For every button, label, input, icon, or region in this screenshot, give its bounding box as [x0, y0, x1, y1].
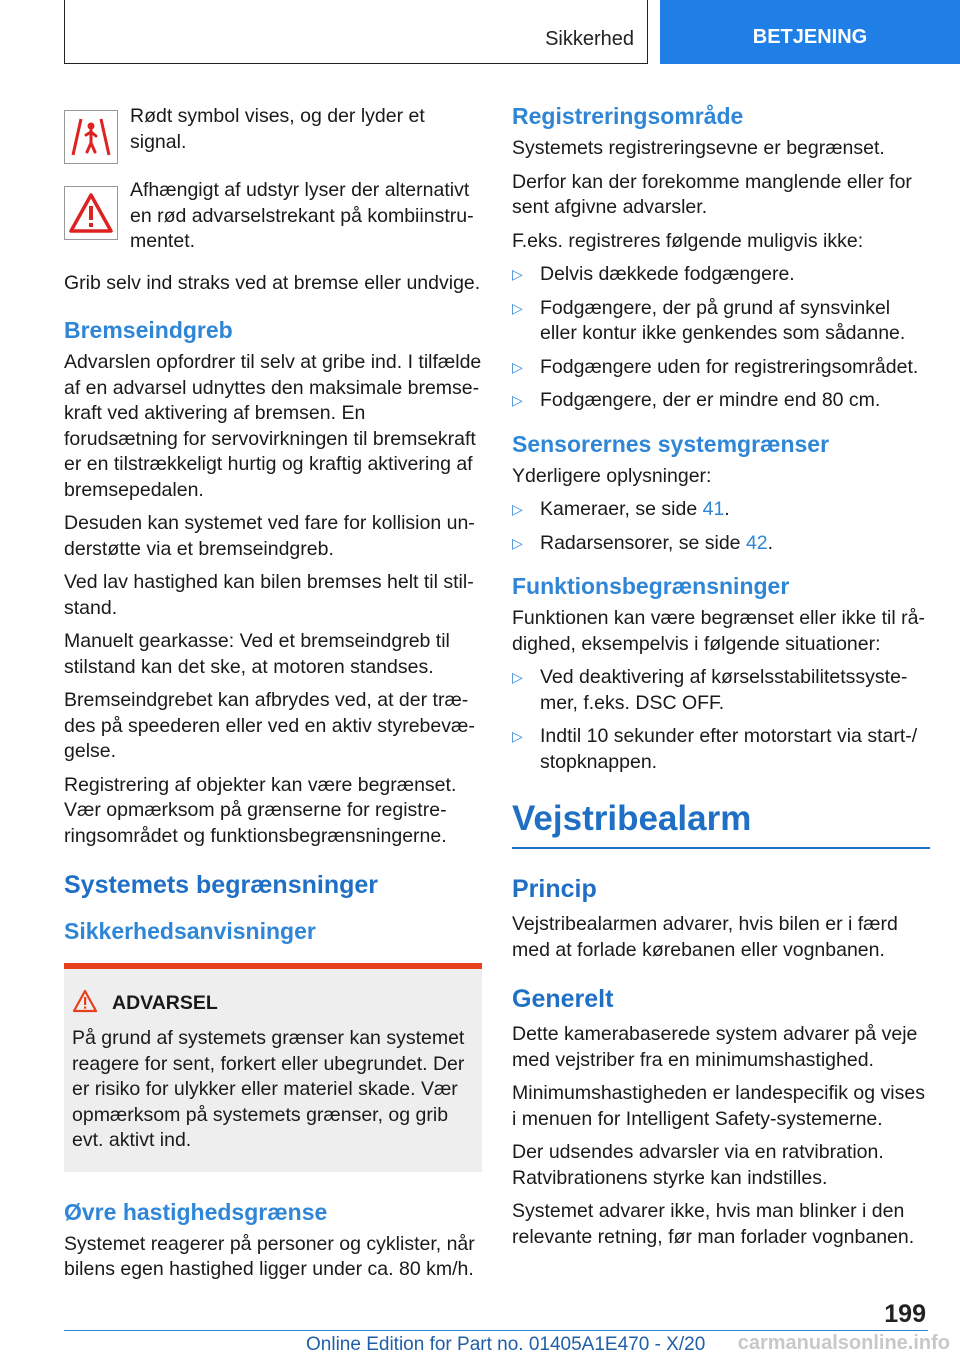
right-column: [512, 98, 930, 1258]
intervene-paragraph: Grib selv ind straks ved at bremse eller undvige.: [64, 271, 481, 294]
icon-note-text: Rødt symbol vises, og der lyder et signal.: [130, 105, 425, 153]
paragraph: Dette kamerabaserede system advarer på veje med vejstriber fra en minimumshastighed.: [512, 1023, 918, 1071]
paragraph: Minimumshastigheden er landespecifik og vises i menuen for Intelligent Safety-systemerne.: [512, 1082, 925, 1130]
icon-note: [64, 100, 482, 164]
paragraph: Systemet advarer ikke, hvis man blinker i den relevante retning, før man forlader vognbanen.: [512, 1200, 915, 1248]
paragraph: Vejstribealarmen advarer, hvis bilen er i færd med at forlade kørebanen eller vognbanen.: [512, 913, 898, 961]
bullet-triangle-icon: ▷: [512, 392, 523, 408]
warning-text: På grund af systemets grænser kan systemet reagere for sent, forkert eller ubegrundet. Der er risiko for ulykker eller materiel skade. Vær opmærksom på systemets grænser, og grib evt. aktivt ind.: [72, 1027, 465, 1151]
bullet-triangle-icon: ▷: [512, 669, 523, 685]
warning-header: [72, 989, 474, 1018]
header-section-title: Sikkerhed: [545, 28, 634, 50]
heading-limits: Systemets begrænsninger: [64, 871, 378, 899]
bullet-triangle-icon: ▷: [512, 358, 523, 375]
list-item: ▷ Delvis dækkede fodgængere.: [512, 262, 930, 288]
page-link[interactable]: 42: [745, 531, 768, 554]
paragraph: Funktionen kan være begrænset eller ikke til rådighed, eksempelvis i følgende situationer:: [512, 607, 925, 655]
list-item: ▷ Radarsensorer, se side 42.: [512, 531, 930, 557]
heading-speed: Øvre hastighedsgrænse: [64, 1198, 328, 1225]
heading-function: Funktionsbegrænsninger: [512, 573, 790, 599]
list-item: ▷ Indtil 10 sekunder efter motorstart via start-/ stopknappen.: [512, 725, 918, 773]
bullet-triangle-icon: ▷: [512, 534, 523, 551]
warning-box: [64, 963, 482, 1172]
heading-lane-alarm: Vejstribealarm: [512, 799, 930, 849]
range-list: [512, 262, 930, 414]
speed-paragraph: Systemet reagerer på personer og cyklister, når bilens egen hastighed ligger under ca. 80 km/h.: [64, 1232, 475, 1280]
header-chapter-tab[interactable]: BETJENING: [660, 0, 960, 64]
heading-range: Registreringsområde: [512, 103, 744, 129]
paragraph: Manuelt gearkasse: Ved et bremseindgreb til stilstand kan det ske, at motoren standses.: [64, 630, 450, 678]
icon-note-text: Afhængigt af udstyr lyser der alternativt en rød advarselstrekant på kombiinstrumentet.: [130, 179, 474, 252]
list-item: ▷ Ved deaktivering af kørselsstabilitetssystemer, f.eks. DSC OFF.: [512, 666, 908, 714]
warning-triangle-icon: [72, 989, 98, 1018]
footer-watermark: carmanualsonline.info: [737, 1332, 950, 1354]
heading-brake: Bremseindgreb: [64, 317, 233, 343]
paragraph: Desuden kan systemet ved fare for kollision understøtte via et bremseindgreb.: [64, 512, 475, 560]
paragraph: Registrering af objekter kan være begrænset. Vær opmærksom på grænserne for registreringsområdet og funktionsbegrænsningerne.: [64, 773, 457, 847]
bullet-triangle-icon: ▷: [512, 501, 523, 517]
footer-divider: [64, 1330, 928, 1331]
footer-edition: Online Edition for Part no. 01405A1E470 - X/20: [306, 1334, 706, 1355]
bullet-triangle-icon: ▷: [512, 299, 523, 316]
heading-principle: Princip: [512, 875, 597, 903]
left-column: [64, 98, 482, 1291]
list-item: ▷ Fodgængere, der på grund af synsvinkel eller kontur ikke genkendes som sådanne.: [512, 296, 906, 344]
list-item: ▷ Fodgængere uden for registreringsområdet.: [512, 355, 930, 381]
paragraph: Derfor kan der forekomme manglende eller for sent afgivne advarsler.: [512, 170, 912, 218]
list-item: ▷ Fodgængere, der er mindre end 80 cm.: [512, 388, 930, 414]
page-link[interactable]: 41: [702, 498, 725, 520]
function-list: [512, 665, 930, 775]
red-triangle-warning-icon: [64, 186, 118, 240]
bullet-triangle-icon: ▷: [512, 728, 523, 744]
heading-safety: Sikkerhedsanvisninger: [64, 918, 316, 944]
paragraph: Advarslen opfordrer til selv at gribe ind. I tilfælde af en advarsel udnyttes den maksimale bremsekraft ved aktivering af bremsen. En forudsætning for servovirkningen til bremsekraft er en tilstrækkeligt hurtig og kraftig aktivering af bremsepedalen.: [64, 351, 482, 501]
paragraph: Systemets registreringsevne er begrænset.: [512, 137, 885, 159]
page-number: 199: [884, 1300, 926, 1328]
heading-sensor: Sensorernes systemgrænser: [512, 430, 830, 457]
icon-note: [64, 180, 482, 255]
sensor-list: [512, 497, 930, 556]
pedestrian-warning-icon: [64, 110, 118, 164]
paragraph: Ved lav hastighed kan bilen bremses helt til stilstand.: [64, 571, 474, 619]
warning-title: ADVARSEL: [112, 992, 218, 1014]
paragraph: Yderligere oplysninger:: [512, 464, 712, 487]
bullet-triangle-icon: ▷: [512, 266, 523, 282]
paragraph: Der udsendes advarsler via en ratvibration. Ratvibrationens styrke kan indstilles.: [512, 1141, 884, 1189]
list-item: ▷ Kameraer, se side 41.: [512, 497, 930, 523]
heading-general: Generelt: [512, 985, 614, 1013]
paragraph: Bremseindgrebet kan afbrydes ved, at der trædes på speederen eller ved en aktiv styrebevægelse.: [64, 689, 475, 762]
paragraph: F.eks. registreres følgende muligvis ikke:: [512, 229, 864, 252]
